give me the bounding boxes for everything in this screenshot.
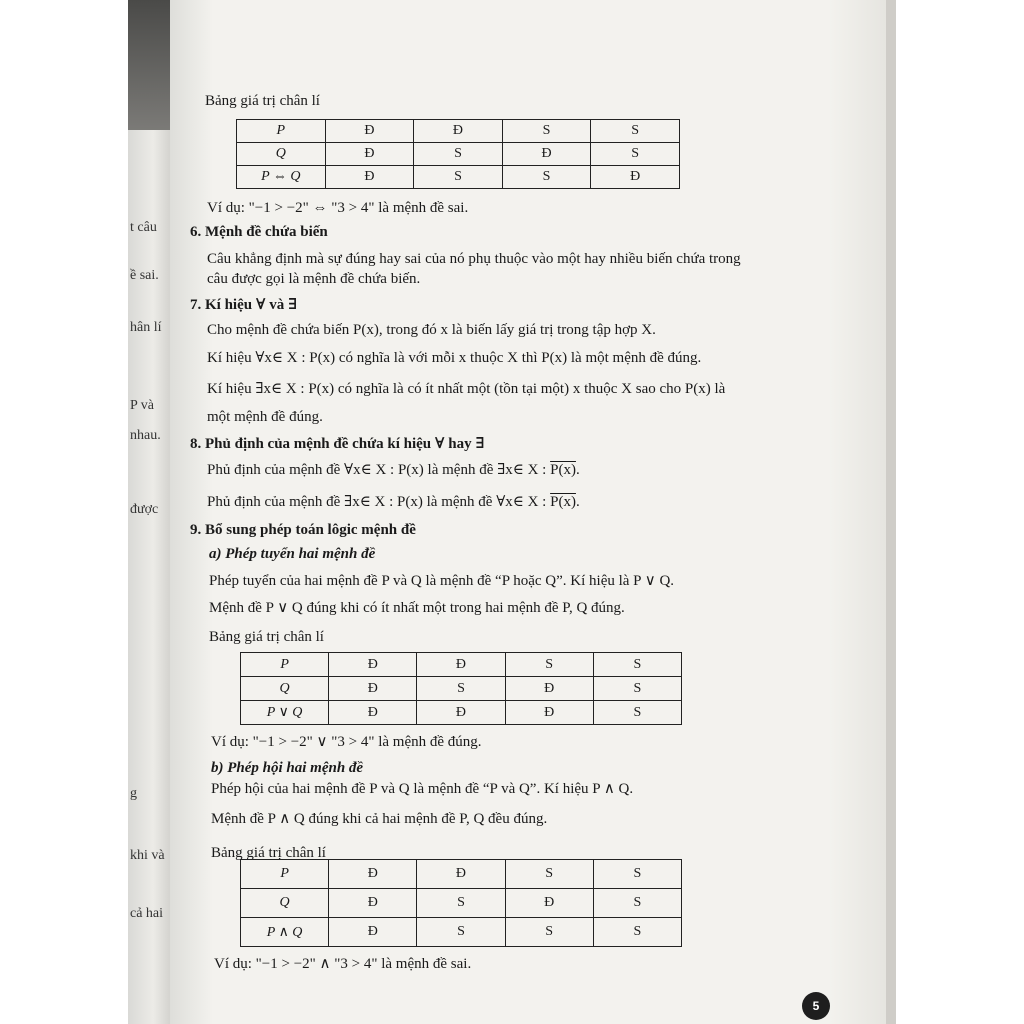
table-row-label: P ∧ Q — [241, 918, 329, 947]
prev-page-fragment: được — [130, 502, 159, 517]
table-cell: S — [591, 143, 680, 166]
table-cell: Đ — [591, 166, 680, 189]
prev-page-fragment: hân lí — [130, 320, 162, 335]
prev-page-fragment: cả hai — [130, 906, 164, 921]
table-cell: S — [505, 860, 593, 889]
table-cell: Đ — [329, 889, 417, 918]
page-shadow — [128, 0, 170, 130]
table-row-label: P — [241, 653, 329, 677]
truth-table-title: Bảng giá trị chân lí — [211, 845, 326, 861]
negation-text: Phủ định của mệnh đề ∃x∈ X : P(x) là mệnh đề ∀x∈ X : — [207, 494, 547, 510]
table-cell: Đ — [417, 860, 505, 889]
table-cell: Đ — [417, 701, 505, 725]
subsection-a-text: Phép tuyển của hai mệnh đề P và Q là mệnh đề “P hoặc Q”. Kí hiệu là P ∨ Q. — [209, 573, 675, 589]
section-7-text: Kí hiệu ∀x∈ X : P(x) có nghĩa là với mỗi x thuộc X thì P(x) là một mệnh đề đúng. — [207, 350, 702, 366]
table-cell: S — [593, 701, 681, 725]
table-cell: S — [593, 889, 681, 918]
table-cell: Đ — [325, 120, 414, 143]
table-row — [241, 860, 682, 889]
table-row — [241, 677, 682, 701]
prev-page-fragment: ề sai. — [130, 268, 159, 283]
table-cell: Đ — [505, 677, 593, 701]
prev-page-fragment: P và — [130, 398, 154, 413]
prev-page-fragment: t câu — [130, 220, 157, 235]
table-cell: S — [417, 889, 505, 918]
table-cell: Đ — [329, 918, 417, 947]
table-cell: S — [505, 918, 593, 947]
previous-page-edge — [128, 0, 170, 1024]
section-6-heading: 6. Mệnh đề chứa biến — [190, 224, 328, 240]
subsection-a-heading: a) Phép tuyển hai mệnh đề — [209, 546, 376, 562]
truth-table-title: Bảng giá trị chân lí — [205, 93, 320, 109]
table-row-label: Q — [241, 677, 329, 701]
table-row — [237, 120, 680, 143]
table-cell: S — [502, 120, 591, 143]
prev-page-fragment: khi và — [130, 848, 165, 863]
truth-table-equivalence — [236, 119, 680, 189]
section-6-text: câu được gọi là mệnh đề chứa biến. — [207, 271, 421, 287]
subsection-b-heading: b) Phép hội hai mệnh đề — [211, 760, 364, 776]
table-cell: S — [591, 120, 680, 143]
subsection-b-text: Phép hội của hai mệnh đề P và Q là mệnh đề “P và Q”. Kí hiệu P ∧ Q. — [211, 781, 634, 797]
table-cell: Đ — [329, 860, 417, 889]
table-cell: S — [414, 143, 503, 166]
example-disjunction: Ví dụ: "−1 > −2" ∨ "3 > 4" là mệnh đề đúng. — [211, 734, 482, 750]
table-cell: S — [417, 918, 505, 947]
table-cell: Đ — [417, 653, 505, 677]
table-cell: S — [414, 166, 503, 189]
subsection-b-text: Mệnh đề P ∧ Q đúng khi cả hai mệnh đề P, Q đều đúng. — [211, 811, 548, 827]
section-8-heading: 8. Phủ định của mệnh đề chứa kí hiệu ∀ hay ∃ — [190, 436, 485, 452]
table-row-label: Q — [241, 889, 329, 918]
table-row-label: P — [241, 860, 329, 889]
table-row — [241, 918, 682, 947]
truth-table-conjunction — [240, 859, 682, 947]
section-7-heading: 7. Kí hiệu ∀ và ∃ — [190, 297, 298, 313]
section-7-text: Cho mệnh đề chứa biến P(x), trong đó x là biến lấy giá trị trong tập hợp X. — [207, 322, 656, 338]
table-cell: Đ — [329, 677, 417, 701]
table-cell: Đ — [505, 701, 593, 725]
table-cell: Đ — [502, 143, 591, 166]
truth-table-title: Bảng giá trị chân lí — [209, 629, 324, 645]
table-row — [241, 701, 682, 725]
table-cell: S — [502, 166, 591, 189]
table-cell: S — [593, 677, 681, 701]
example-equivalence: Ví dụ: "−1 > −2" ⇔ "3 > 4" là mệnh đề sai. — [207, 200, 469, 216]
table-row-label: P ∨ Q — [241, 701, 329, 725]
table-cell: S — [505, 653, 593, 677]
negation-text: Phủ định của mệnh đề ∀x∈ X : P(x) là mệnh đề ∃x∈ X : — [207, 462, 547, 478]
section-7-text: một mệnh đề đúng. — [207, 409, 323, 425]
table-row — [237, 143, 680, 166]
section-9-heading: 9. Bổ sung phép toán lôgic mệnh đề — [190, 522, 416, 538]
section-7-text: Kí hiệu ∃x∈ X : P(x) có nghĩa là có ít nhất một (tồn tại một) x thuộc X sao cho P(x) là — [207, 381, 726, 397]
table-cell: Đ — [325, 166, 414, 189]
table-row-label: Q — [237, 143, 326, 166]
negated-predicate: P(x) — [550, 462, 576, 478]
example-conjunction: Ví dụ: "−1 > −2" ∧ "3 > 4" là mệnh đề sai. — [214, 956, 472, 972]
table-cell: Đ — [505, 889, 593, 918]
table-row-label: P ⇔ Q — [237, 166, 326, 189]
section-8-text: Phủ định của mệnh đề ∀x∈ X : P(x) là mệnh đề ∃x∈ X : P(x). — [207, 462, 580, 478]
table-cell: S — [593, 860, 681, 889]
table-row — [241, 653, 682, 677]
prev-page-fragment: g — [130, 786, 137, 801]
section-8-text: Phủ định của mệnh đề ∃x∈ X : P(x) là mệnh đề ∀x∈ X : P(x). — [207, 494, 580, 510]
section-6-text: Câu khẳng định mà sự đúng hay sai của nó phụ thuộc vào một hay nhiều biến chứa trong — [207, 251, 741, 267]
page-right-edge — [886, 0, 896, 1024]
negated-predicate: P(x) — [550, 494, 576, 510]
subsection-a-text: Mệnh đề P ∨ Q đúng khi có ít nhất một trong hai mệnh đề P, Q đúng. — [209, 600, 625, 616]
table-cell: Đ — [325, 143, 414, 166]
page-number-badge: 5 — [802, 992, 830, 1020]
table-cell: Đ — [329, 653, 417, 677]
table-cell: S — [593, 918, 681, 947]
table-cell: S — [417, 677, 505, 701]
table-cell: Đ — [329, 701, 417, 725]
table-cell: Đ — [414, 120, 503, 143]
table-cell: S — [593, 653, 681, 677]
truth-table-disjunction — [240, 652, 682, 725]
prev-page-fragment: nhau. — [130, 428, 161, 443]
table-row — [241, 889, 682, 918]
table-row-label: P — [237, 120, 326, 143]
table-row — [237, 166, 680, 189]
